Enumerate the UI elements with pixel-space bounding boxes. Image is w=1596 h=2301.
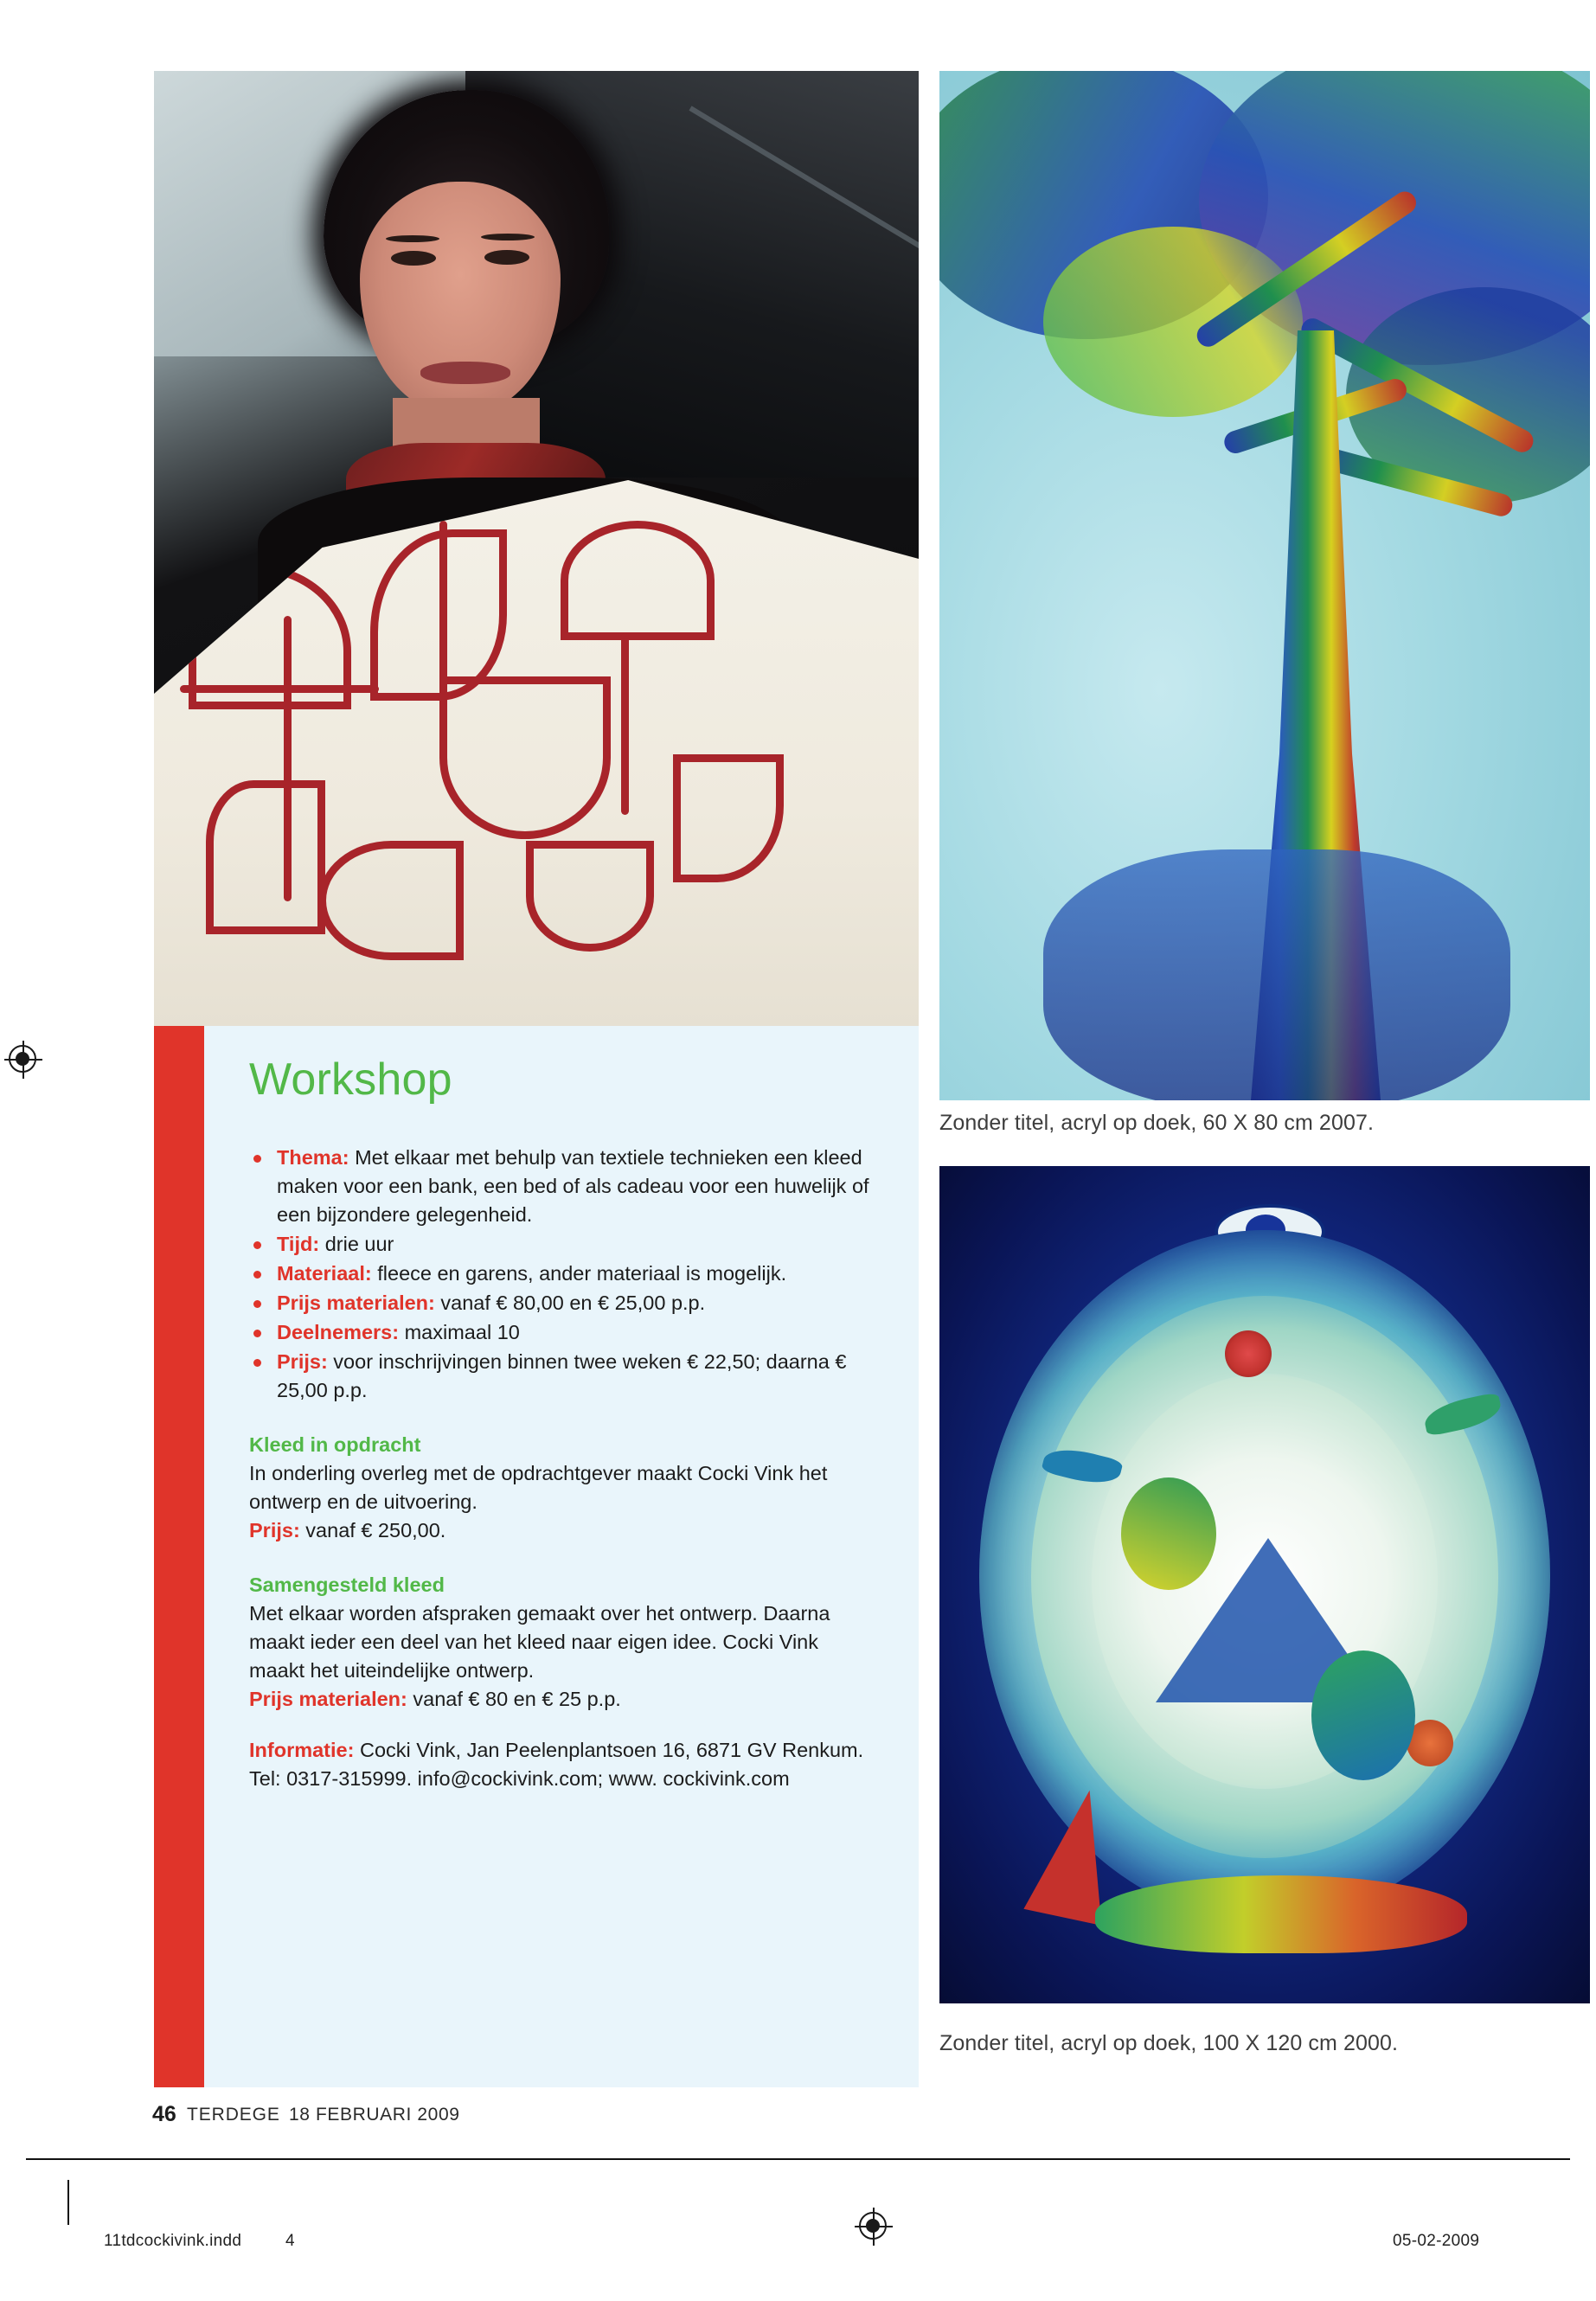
caption-painting-tree: Zonder titel, acryl op doek, 60 X 80 cm 2007. (939, 1111, 1374, 1135)
mandala-flower-1 (1225, 1330, 1272, 1377)
cloth-stitch-9 (318, 841, 464, 960)
mandala-shape-2 (1121, 1477, 1216, 1590)
bullet-label: Tijd: (277, 1233, 320, 1255)
cloth-stitch-8 (673, 754, 784, 882)
cloth-stitch-12 (526, 841, 654, 952)
woman-eye-left (391, 251, 436, 266)
bullet-text: voor inschrijvingen binnen twee weken € 22,50; daarna € 25,00 p.p. (277, 1350, 847, 1401)
woman-eyebrow-left (386, 235, 439, 242)
list-item (249, 1348, 872, 1405)
bullet-text: vanaf € 80,00 en € 25,00 p.p. (434, 1292, 706, 1314)
cloth-stitch-4 (370, 529, 507, 701)
section-body-kleed-in-opdracht: In onderling overleg met de opdrachtgever maakt Cocki Vink het ontwerp en de uitvoering. (249, 1462, 828, 1513)
info-text: Cocki Vink, Jan Peelenplantsoen 16, 6871 GV Renkum. Tel: 0317-315999. info@cockivink.com; www. cockivink.com (249, 1739, 864, 1790)
registration-mark-left (4, 1041, 42, 1079)
bullet-text: maximaal 10 (399, 1321, 520, 1343)
cloth-stitch-2 (180, 685, 379, 693)
section-heading-samengesteld-kleed: Samengesteld kleed (249, 1574, 445, 1596)
bullet-text: drie uur (319, 1233, 394, 1255)
spacer (249, 1714, 872, 1736)
bullet-text: Met elkaar met behulp van textiele technieken een kleed maken voor een bank, een bed of als cadeau voor een huwelijk of een bijzondere gelegenheid. (277, 1146, 869, 1226)
list-item (249, 1289, 872, 1317)
woman-eyebrow-right (481, 234, 535, 240)
cloth-stitch-7 (621, 633, 629, 815)
price-label: Prijs materialen: (249, 1688, 407, 1710)
woman-eye-right (484, 250, 529, 265)
registration-dot (866, 2219, 880, 2233)
section-body-samengesteld-kleed: Met elkaar worden afspraken gemaakt over het ontwerp. Daarna maakt ieder een deel van het kleed naar eigen idee. Cocki Vink maakt het uiteindelijke ontwerp. (249, 1602, 830, 1682)
trim-rule (26, 2158, 1570, 2160)
price-text: vanaf € 250,00. (299, 1519, 446, 1541)
registration-dot (16, 1052, 29, 1066)
trim-tick (67, 2180, 69, 2225)
list-item (249, 1144, 872, 1229)
page-number: 46 (152, 2102, 176, 2126)
red-accent-bar (154, 1026, 204, 2087)
issue-date: 18 FEBRUARI 2009 (289, 2105, 460, 2125)
list-item (249, 1318, 872, 1347)
list-item (249, 1259, 872, 1288)
bullet-label: Deelnemers: (277, 1321, 400, 1343)
bullet-label: Prijs: (277, 1350, 328, 1373)
bullet-label: Thema: (277, 1146, 349, 1169)
photo-woman-holding-embroidered-cloth (154, 71, 919, 1031)
section-price-samengesteld-kleed (249, 1685, 872, 1714)
contact-info (249, 1736, 872, 1793)
indesign-file-page: 4 (285, 2232, 295, 2250)
workshop-body (249, 1144, 872, 1793)
cloth-stitch-10 (439, 521, 447, 694)
registration-mark-bottom (855, 2208, 893, 2246)
caption-painting-mandala: Zonder titel, acryl op doek, 100 X 120 cm 2000. (939, 2031, 1399, 2055)
bullet-label: Materiaal: (277, 1262, 372, 1285)
mandala-serpent (1095, 1875, 1467, 1953)
painting-tree (939, 71, 1590, 1100)
tree-foliage-center (1043, 227, 1303, 417)
info-label: Informatie: (249, 1739, 355, 1761)
workshop-bullet-list (249, 1144, 872, 1405)
bullet-label: Prijs materialen: (277, 1292, 435, 1314)
woman-mouth (420, 362, 510, 384)
cloth-stitch-6 (561, 521, 715, 640)
workshop-title: Workshop (249, 1054, 452, 1105)
list-item (249, 1230, 872, 1259)
price-text: vanaf € 80 en € 25 p.p. (407, 1688, 621, 1710)
tree-roots (1043, 849, 1510, 1100)
print-date: 05-02-2009 (1393, 2232, 1480, 2250)
magazine-name: TERDEGE (187, 2105, 280, 2125)
mandala-shape-1 (1311, 1650, 1415, 1780)
cloth-stitch-5 (439, 676, 611, 839)
painting-mandala (939, 1166, 1590, 2003)
section-price-kleed-in-opdracht (249, 1516, 872, 1545)
bullet-text: fleece en garens, ander materiaal is mogelijk. (371, 1262, 787, 1285)
section-heading-kleed-in-opdracht: Kleed in opdracht (249, 1433, 421, 1456)
price-label: Prijs: (249, 1519, 300, 1541)
indesign-file-label: 11tdcockivink.indd (104, 2232, 242, 2250)
cloth-stitch-11 (206, 780, 325, 934)
